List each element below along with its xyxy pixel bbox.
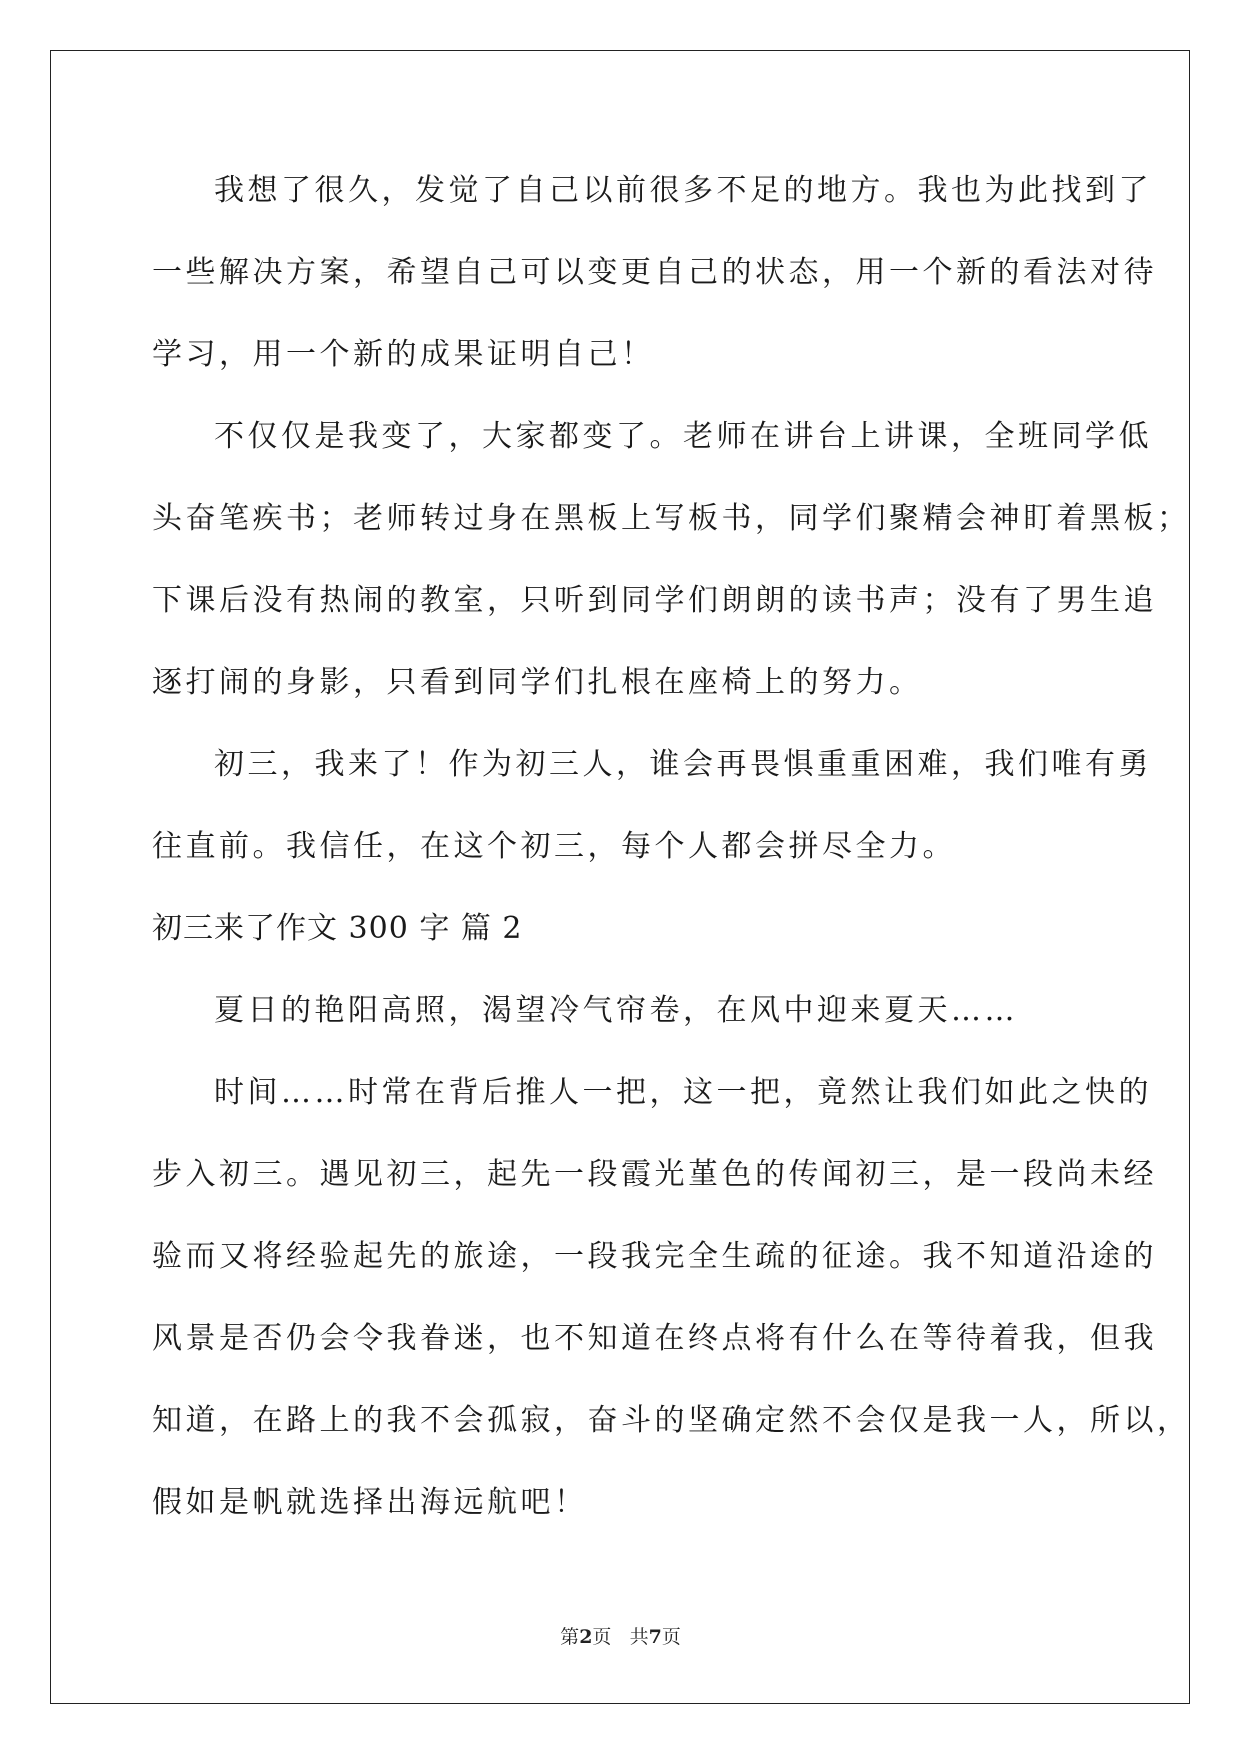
paragraph-5-line-3: 验而又将经验起先的旅途，一段我完全生疏的征途。我不知道沿途的 [152, 1239, 1157, 1274]
paragraph-1-line-1: 我想了很久，发觉了自己以前很多不足的地方。我也为此找到了 [214, 173, 1152, 208]
paragraph-2-line-1: 不仅仅是我变了，大家都变了。老师在讲台上讲课，全班同学低 [214, 419, 1152, 454]
paragraph-3-line-1: 初三，我来了！作为初三人，谁会再畏惧重重困难，我们唯有勇 [214, 747, 1152, 782]
paragraph-1-line-2: 一些解决方案，希望自己可以变更自己的状态，用一个新的看法对待 [152, 255, 1157, 290]
paragraph-2-line-4: 逐打闹的身影，只看到同学们扎根在座椅上的努力。 [152, 665, 923, 700]
footer-page-unit: 页 [592, 1626, 612, 1648]
paragraph-5-line-1: 时间……时常在背后推人一把，这一把，竟然让我们如此之快的 [214, 1075, 1152, 1110]
section-heading: 初三来了作文 300 字 篇 2 [152, 911, 523, 946]
footer-page-prefix: 第 [560, 1626, 580, 1648]
paragraph-5-line-6: 假如是帆就选择出海远航吧！ [152, 1485, 588, 1520]
page-footer [0, 1622, 1241, 1649]
footer-total-unit: 页 [661, 1626, 681, 1648]
paragraph-1-line-3: 学习，用一个新的成果证明自己！ [152, 337, 655, 372]
paragraph-5-line-4: 风景是否仍会令我眷迷，也不知道在终点将有什么在等待着我，但我 [152, 1321, 1157, 1356]
paragraph-5-line-2: 步入初三。遇见初三，起先一段霞光堇色的传闻初三，是一段尚未经 [152, 1157, 1157, 1192]
paragraph-5-line-5: 知道，在路上的我不会孤寂，奋斗的坚确定然不会仅是我一人，所以， [152, 1403, 1191, 1438]
paragraph-2-line-3: 下课后没有热闹的教室，只听到同学们朗朗的读书声；没有了男生追 [152, 583, 1157, 618]
paragraph-4-line-1: 夏日的艳阳高照，渴望冷气帘卷，在风中迎来夏天…… [214, 993, 1018, 1028]
footer-page-total: 7 [648, 1626, 662, 1648]
paragraph-2-line-2: 头奋笔疾书；老师转过身在黑板上写板书，同学们聚精会神盯着黑板； [152, 501, 1191, 536]
footer-page-current: 2 [579, 1626, 593, 1648]
document-body [152, 150, 1191, 1544]
paragraph-3-line-2: 往直前。我信任，在这个初三，每个人都会拼尽全力。 [152, 829, 956, 864]
footer-total-prefix: 共 [629, 1626, 649, 1648]
